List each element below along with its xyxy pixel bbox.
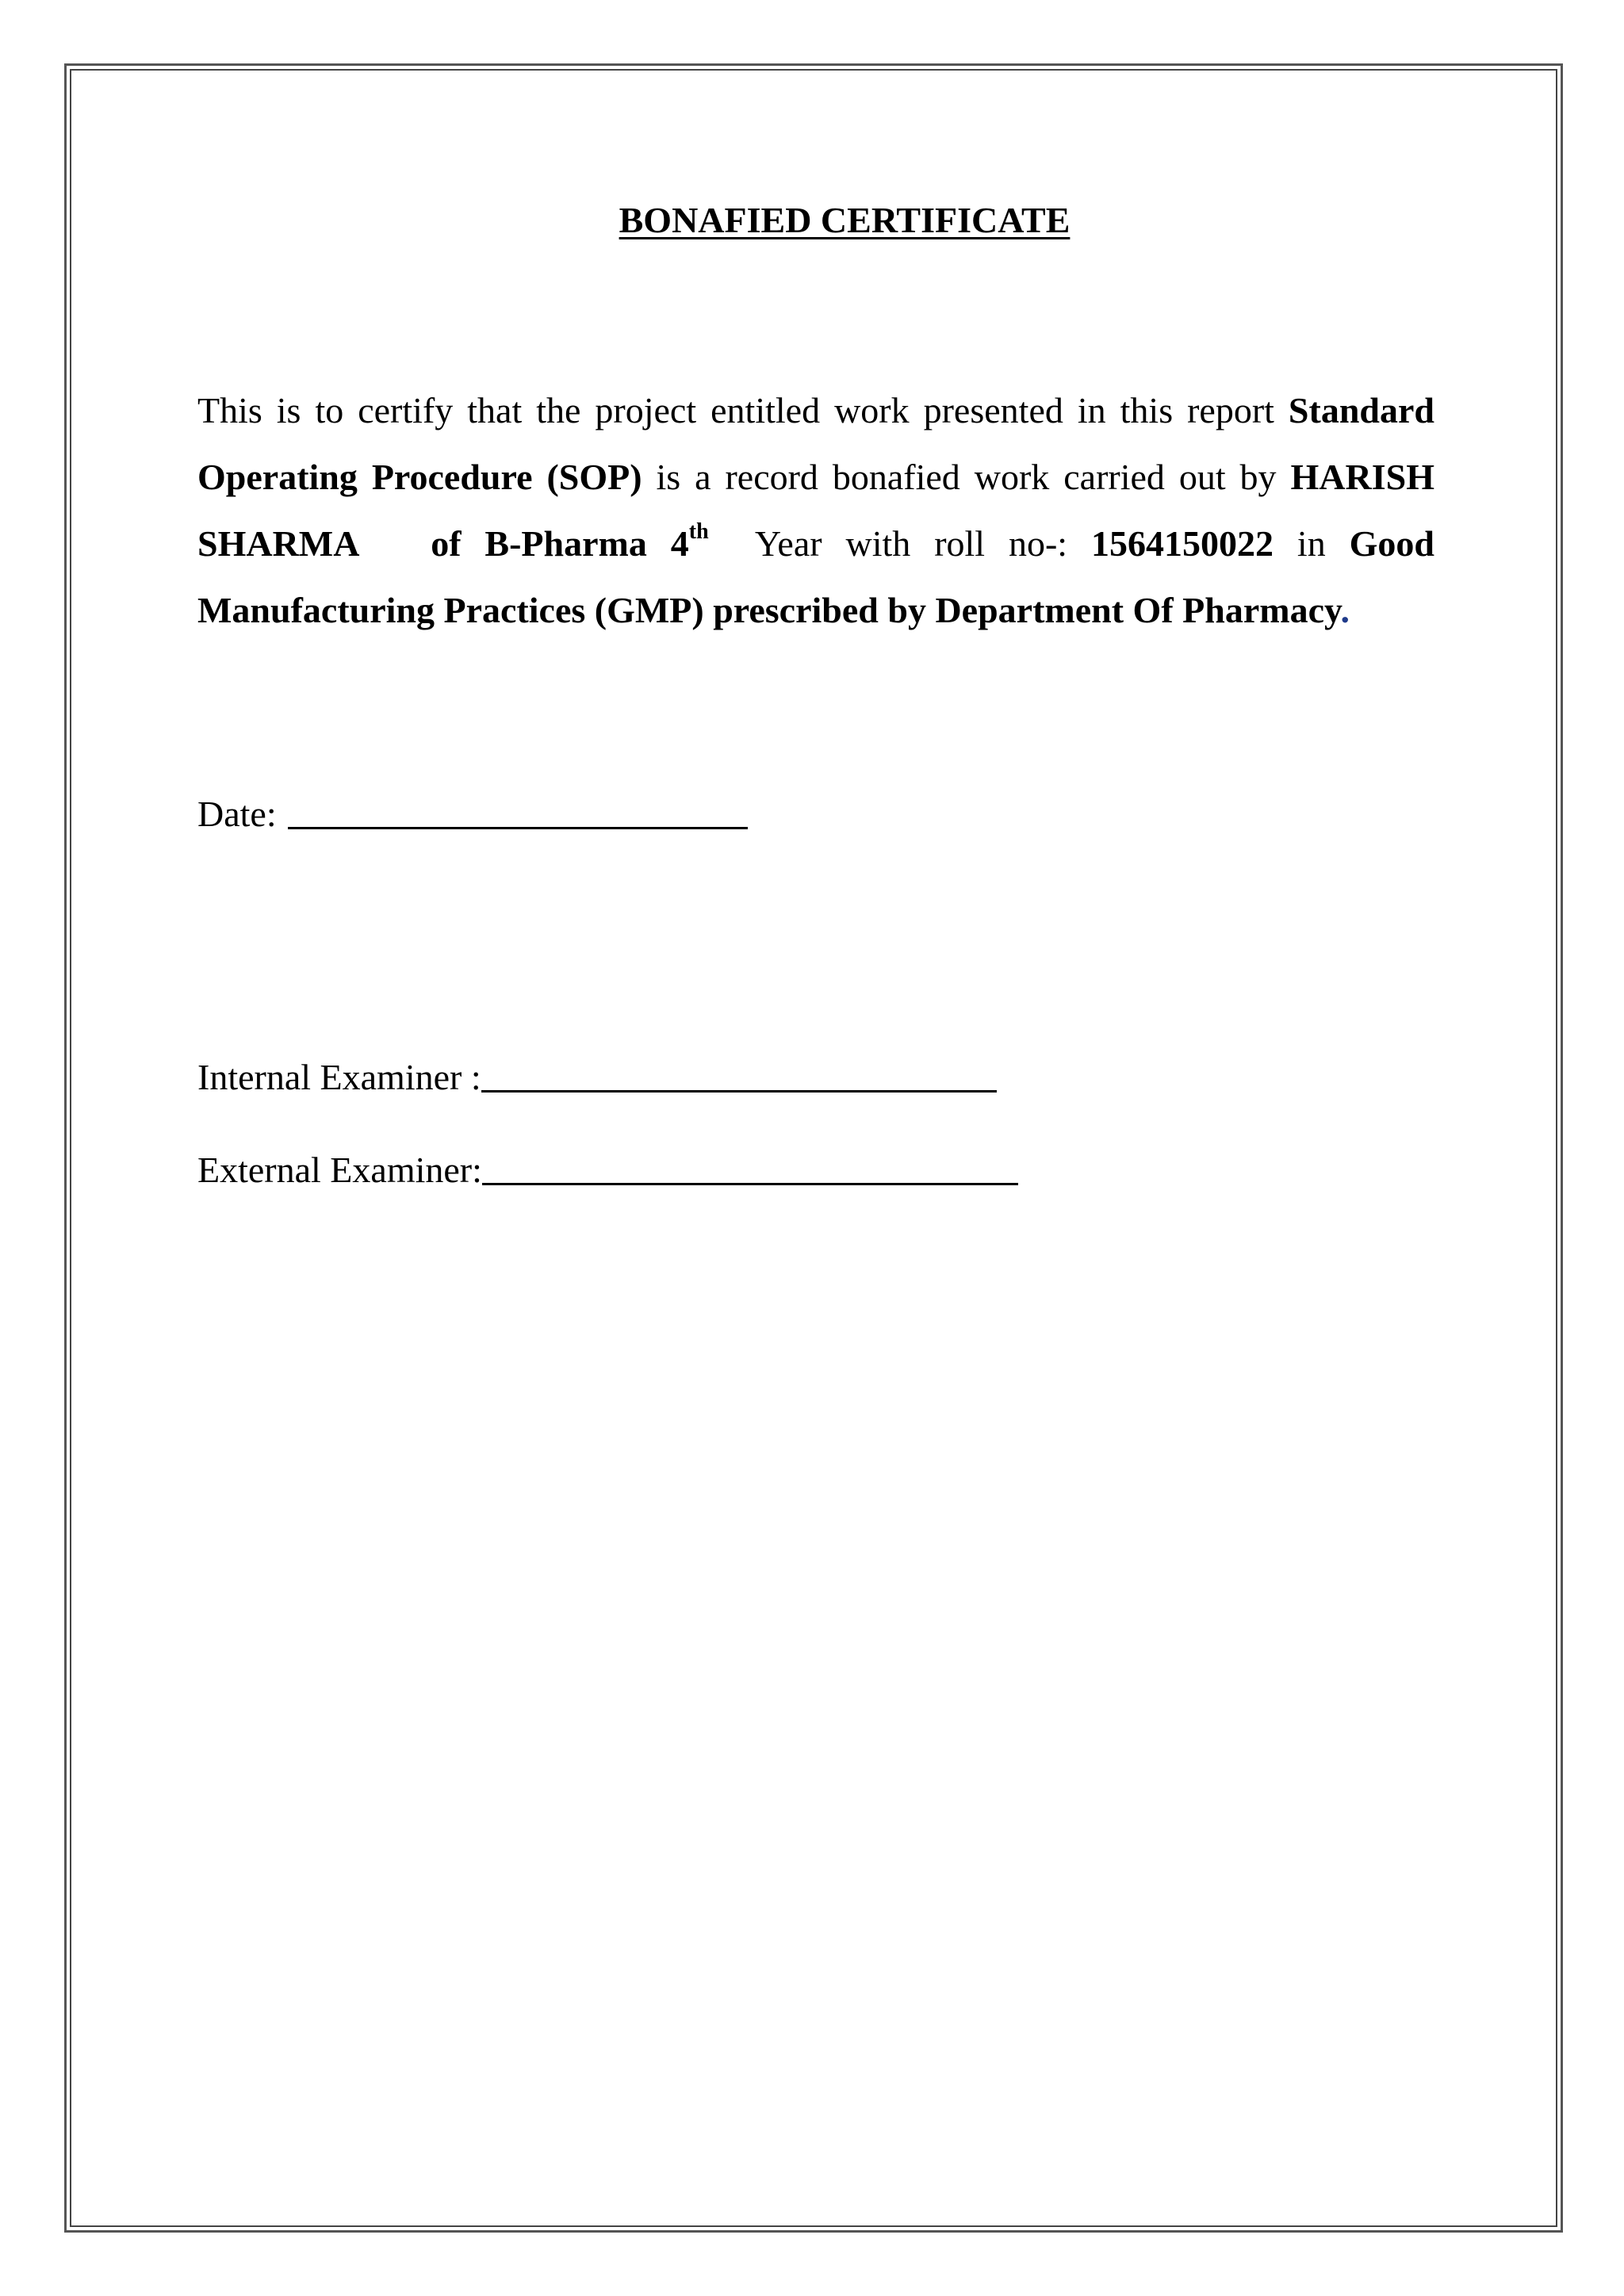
date-row: [197, 787, 748, 838]
course-ordinal-suffix: th: [688, 519, 709, 544]
body-mid2: Year with roll no-:: [732, 523, 1092, 564]
date-label: Date:: [197, 794, 277, 834]
roll-number: 1564150022: [1091, 523, 1274, 564]
external-examiner-blank-line: [482, 1146, 1018, 1185]
certificate-title: BONAFIED CERTIFICATE: [619, 200, 1071, 240]
internal-examiner-row: [197, 1050, 997, 1101]
external-examiner-row: [197, 1143, 1018, 1194]
body-mid1: is a record bonafied work carried out by: [642, 457, 1291, 497]
internal-examiner-blank-line: [481, 1054, 997, 1093]
body-intro: This is to certify that the project entitled work presented in this report: [197, 390, 1289, 430]
body-end-period: .: [1340, 590, 1350, 630]
body-mid3: in: [1274, 523, 1350, 564]
project-title: Standard Operating Procedure (SOP): [197, 390, 1434, 497]
certificate-body: [197, 377, 1434, 644]
date-blank-line: [288, 790, 748, 829]
internal-examiner-label: Internal Examiner :: [197, 1057, 481, 1097]
subject-and-department: Good Manufacturing Practices (GMP) prescribed by Department Of Pharmacy: [197, 523, 1435, 630]
external-examiner-label: External Examiner:: [197, 1150, 482, 1190]
course-name: of B-Pharma 4: [431, 523, 689, 564]
student-name: HARISH SHARMA: [197, 457, 1434, 564]
